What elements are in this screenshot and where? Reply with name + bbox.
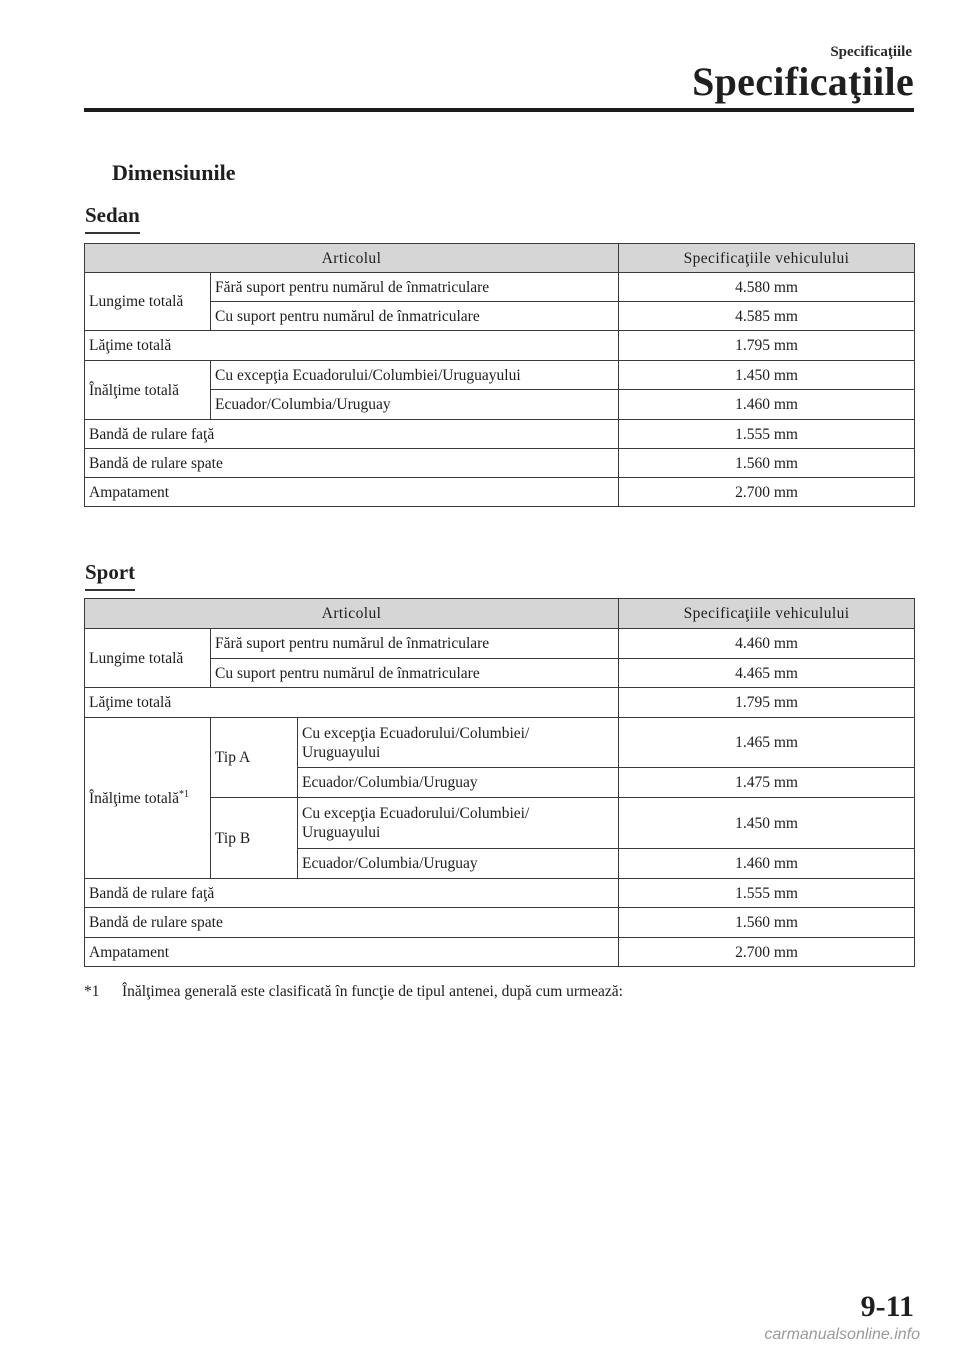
row-label-length: Lungime totală — [85, 273, 211, 331]
sedan-subtitle: Sedan — [85, 203, 140, 234]
row-value: 4.580 mm — [619, 273, 915, 302]
row-sublabel — [298, 718, 619, 768]
row-value: 1.795 mm — [619, 688, 915, 718]
table-row — [85, 449, 915, 478]
row-label-wheelbase: Ampatament — [85, 938, 619, 967]
page-number: 9-11 — [860, 1290, 914, 1323]
row-sublabel: Ecuador/Columbia/Uruguay — [298, 849, 619, 879]
table-row — [85, 361, 915, 390]
row-label-length: Lungime totală — [85, 629, 211, 688]
table-row — [85, 938, 915, 967]
row-value: 1.555 mm — [619, 420, 915, 449]
watermark: carmanualsonline.info — [764, 1326, 920, 1343]
row-sublabel: Ecuador/Columbia/Uruguay — [298, 768, 619, 798]
table-row — [85, 879, 915, 908]
row-value: 2.700 mm — [619, 478, 915, 507]
row-sublabel: Fără suport pentru numărul de înmatriculare — [211, 629, 619, 659]
row-value: 4.585 mm — [619, 302, 915, 331]
row-value: 2.700 mm — [619, 938, 915, 967]
row-label-height — [85, 718, 211, 879]
row-value: 1.460 mm — [619, 390, 915, 420]
row-sublabel: Ecuador/Columbia/Uruguay — [211, 390, 619, 420]
row-label-height: Înălţime totală — [85, 361, 211, 420]
table-row — [85, 718, 915, 768]
table-header-row — [85, 599, 915, 629]
row-value: 1.460 mm — [619, 849, 915, 879]
table-row — [85, 331, 915, 361]
table-row — [85, 478, 915, 507]
table-row — [85, 420, 915, 449]
row-value: 1.555 mm — [619, 879, 915, 908]
col-header-spec: Specificaţiile vehiculului — [619, 244, 915, 273]
row-label-rear-track: Bandă de rulare spate — [85, 449, 619, 478]
footnote-ref: *1 — [178, 788, 189, 800]
row-sublabel: Cu excepţia Ecuadorului/Columbiei/Uruguayului — [211, 361, 619, 390]
row-sublabel: Fără suport pentru numărul de înmatriculare — [211, 273, 619, 302]
row-value: 4.465 mm — [619, 659, 915, 688]
row-value: 1.450 mm — [619, 361, 915, 390]
row-value: 1.450 mm — [619, 798, 915, 849]
row-label-front-track: Bandă de rulare faţă — [85, 420, 619, 449]
running-header-title: Specificaţiile — [692, 59, 914, 104]
section-title: Dimensiunile — [112, 160, 236, 185]
running-header-small: Specificaţiile — [830, 44, 912, 60]
row-value: 1.465 mm — [619, 718, 915, 768]
row-sublabel — [298, 798, 619, 849]
header-rule — [84, 108, 914, 112]
row-value: 1.795 mm — [619, 331, 915, 361]
row-label-front-track: Bandă de rulare faţă — [85, 879, 619, 908]
tip-a-label: Tip A — [211, 718, 298, 798]
sublabel-line-1: Cu excepţia Ecuadorului/Columbiei/ — [302, 805, 530, 822]
col-header-spec: Specificaţiile vehiculului — [619, 599, 915, 629]
table-header-row — [85, 244, 915, 273]
row-value: 1.560 mm — [619, 908, 915, 938]
footnote-text: Înălţimea generală este clasificată în funcţie de tipul antenei, după cum urmează: — [122, 983, 623, 1000]
row-value: 1.475 mm — [619, 768, 915, 798]
sedan-table — [84, 243, 915, 507]
col-header-item: Articolul — [85, 599, 619, 629]
row-value: 4.460 mm — [619, 629, 915, 659]
row-label-rear-track: Bandă de rulare spate — [85, 908, 619, 938]
row-label-width: Lăţime totală — [85, 331, 619, 361]
row-sublabel: Cu suport pentru numărul de înmatriculare — [211, 659, 619, 688]
sublabel-line-2: Uruguayului — [302, 743, 381, 761]
row-value: 1.560 mm — [619, 449, 915, 478]
footnote-marker: *1 — [84, 983, 100, 1000]
table-row — [85, 688, 915, 718]
sport-subtitle: Sport — [85, 560, 135, 591]
sublabel-line-2: Uruguayului — [302, 824, 381, 841]
sublabel-line-1: Cu excepţia Ecuadorului/Columbiei/ — [302, 724, 530, 742]
row-label-wheelbase: Ampatament — [85, 478, 619, 507]
table-row — [85, 273, 915, 302]
table-row — [85, 908, 915, 938]
tip-b-label: Tip B — [211, 798, 298, 879]
col-header-item: Articolul — [85, 244, 619, 273]
row-sublabel: Cu suport pentru numărul de înmatriculare — [211, 302, 619, 331]
footnote — [84, 983, 623, 1001]
table-row — [85, 629, 915, 659]
row-label-width: Lăţime totală — [85, 688, 619, 718]
height-label-text: Înălţime totală — [89, 789, 179, 807]
sport-table — [84, 598, 915, 967]
